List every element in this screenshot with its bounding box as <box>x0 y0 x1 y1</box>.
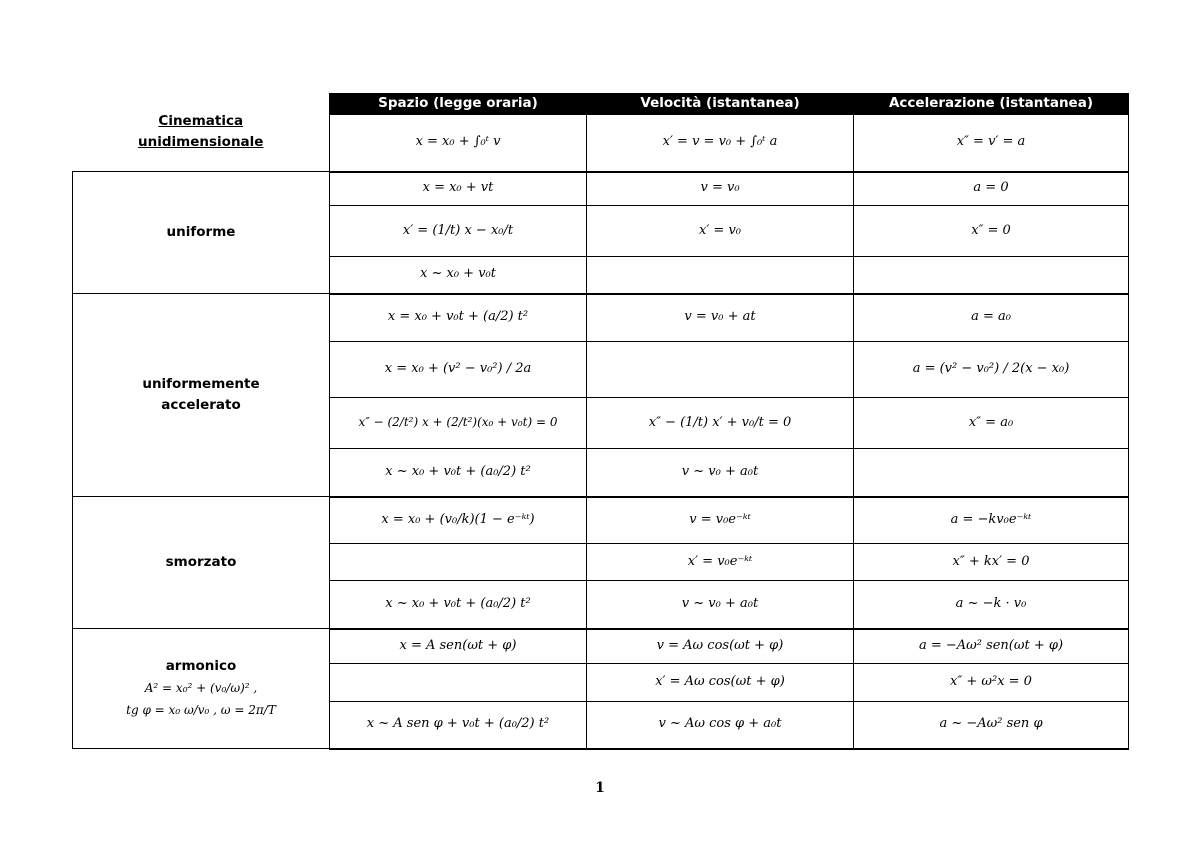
formula-cell: x″ + ω²x = 0 <box>854 664 1129 702</box>
formula-cell: x″ = 0 <box>854 206 1129 257</box>
column-header-space: Spazio (legge oraria) <box>330 94 587 115</box>
formula-cell: x ~ x₀ + v₀t + (a₀/2) t² <box>330 581 587 629</box>
kinematics-table-container <box>72 93 1128 750</box>
formula-cell: v = v₀e⁻ᵏᵗ <box>587 497 854 544</box>
formula-cell: x ~ x₀ + v₀t + (a₀/2) t² <box>330 449 587 497</box>
formula-cell: x′ = (1/t) x − x₀/t <box>330 206 587 257</box>
general-space-formula: x = x₀ + ∫₀ᵗ v <box>330 115 587 172</box>
formula-cell: x = x₀ + (v₀/k)(1 − e⁻ᵏᵗ) <box>330 497 587 544</box>
formula-cell: x ~ A sen φ + v₀t + (a₀/2) t² <box>330 702 587 749</box>
formula-cell: x′ = v₀ <box>587 206 854 257</box>
formula-cell: x′ = v₀e⁻ᵏᵗ <box>587 544 854 581</box>
formula-cell: x = x₀ + v₀t + (a/2) t² <box>330 294 587 342</box>
section-label-uniforme: uniforme <box>73 172 330 294</box>
formula-cell: x = x₀ + vt <box>330 172 587 206</box>
general-acceleration-formula: x″ = v′ = a <box>854 115 1129 172</box>
formula-cell <box>330 664 587 702</box>
table-row <box>73 629 1129 664</box>
formula-cell: a = −kv₀e⁻ᵏᵗ <box>854 497 1129 544</box>
formula-cell: x = x₀ + (v² − v₀²) / 2a <box>330 342 587 398</box>
table-row <box>73 172 1129 206</box>
formula-cell: v = v₀ + at <box>587 294 854 342</box>
general-velocity-formula: x′ = v = v₀ + ∫₀ᵗ a <box>587 115 854 172</box>
table-row <box>73 294 1129 342</box>
formula-cell: x ~ x₀ + v₀t <box>330 257 587 294</box>
formula-cell: x″ − (2/t²) x + (2/t²)(x₀ + v₀t) = 0 <box>330 398 587 449</box>
formula-cell <box>587 257 854 294</box>
column-header-acceleration: Accelerazione (istantanea) <box>854 94 1129 115</box>
section-label-armonico: armonico A² = x₀² + (v₀/ω)² , tg φ = x₀ ω/v₀ , ω = 2π/T <box>73 629 330 749</box>
formula-cell: a = 0 <box>854 172 1129 206</box>
formula-cell: v = v₀ <box>587 172 854 206</box>
formula-cell: x″ − (1/t) x′ + v₀/t = 0 <box>587 398 854 449</box>
formula-cell <box>854 257 1129 294</box>
table-title: Cinematica unidimensionale <box>73 94 330 172</box>
armonico-amplitude-formula: A² = x₀² + (v₀/ω)² , <box>144 681 258 695</box>
kinematics-table <box>72 93 1129 750</box>
armonico-phase-formula: tg φ = x₀ ω/v₀ , ω = 2π/T <box>126 703 276 717</box>
page-number: 1 <box>595 780 605 796</box>
formula-cell: v ~ Aω cos φ + a₀t <box>587 702 854 749</box>
formula-cell: v ~ v₀ + a₀t <box>587 581 854 629</box>
formula-cell: a ~ −k · v₀ <box>854 581 1129 629</box>
formula-cell: x′ = Aω cos(ωt + φ) <box>587 664 854 702</box>
formula-cell: a = a₀ <box>854 294 1129 342</box>
table-row <box>73 497 1129 544</box>
formula-cell: a = (v² − v₀²) / 2(x − x₀) <box>854 342 1129 398</box>
formula-cell: x″ = a₀ <box>854 398 1129 449</box>
formula-cell <box>854 449 1129 497</box>
formula-cell: x″ + kx′ = 0 <box>854 544 1129 581</box>
column-header-velocity: Velocità (istantanea) <box>587 94 854 115</box>
header-row <box>73 94 1129 115</box>
formula-cell <box>587 342 854 398</box>
section-label-accelerato: uniformemente accelerato <box>73 294 330 497</box>
formula-cell: a = −Aω² sen(ωt + φ) <box>854 629 1129 664</box>
formula-cell: v = Aω cos(ωt + φ) <box>587 629 854 664</box>
formula-cell: v ~ v₀ + a₀t <box>587 449 854 497</box>
formula-cell <box>330 544 587 581</box>
formula-cell: a ~ −Aω² sen φ <box>854 702 1129 749</box>
section-label-smorzato: smorzato <box>73 497 330 629</box>
formula-cell: x = A sen(ωt + φ) <box>330 629 587 664</box>
